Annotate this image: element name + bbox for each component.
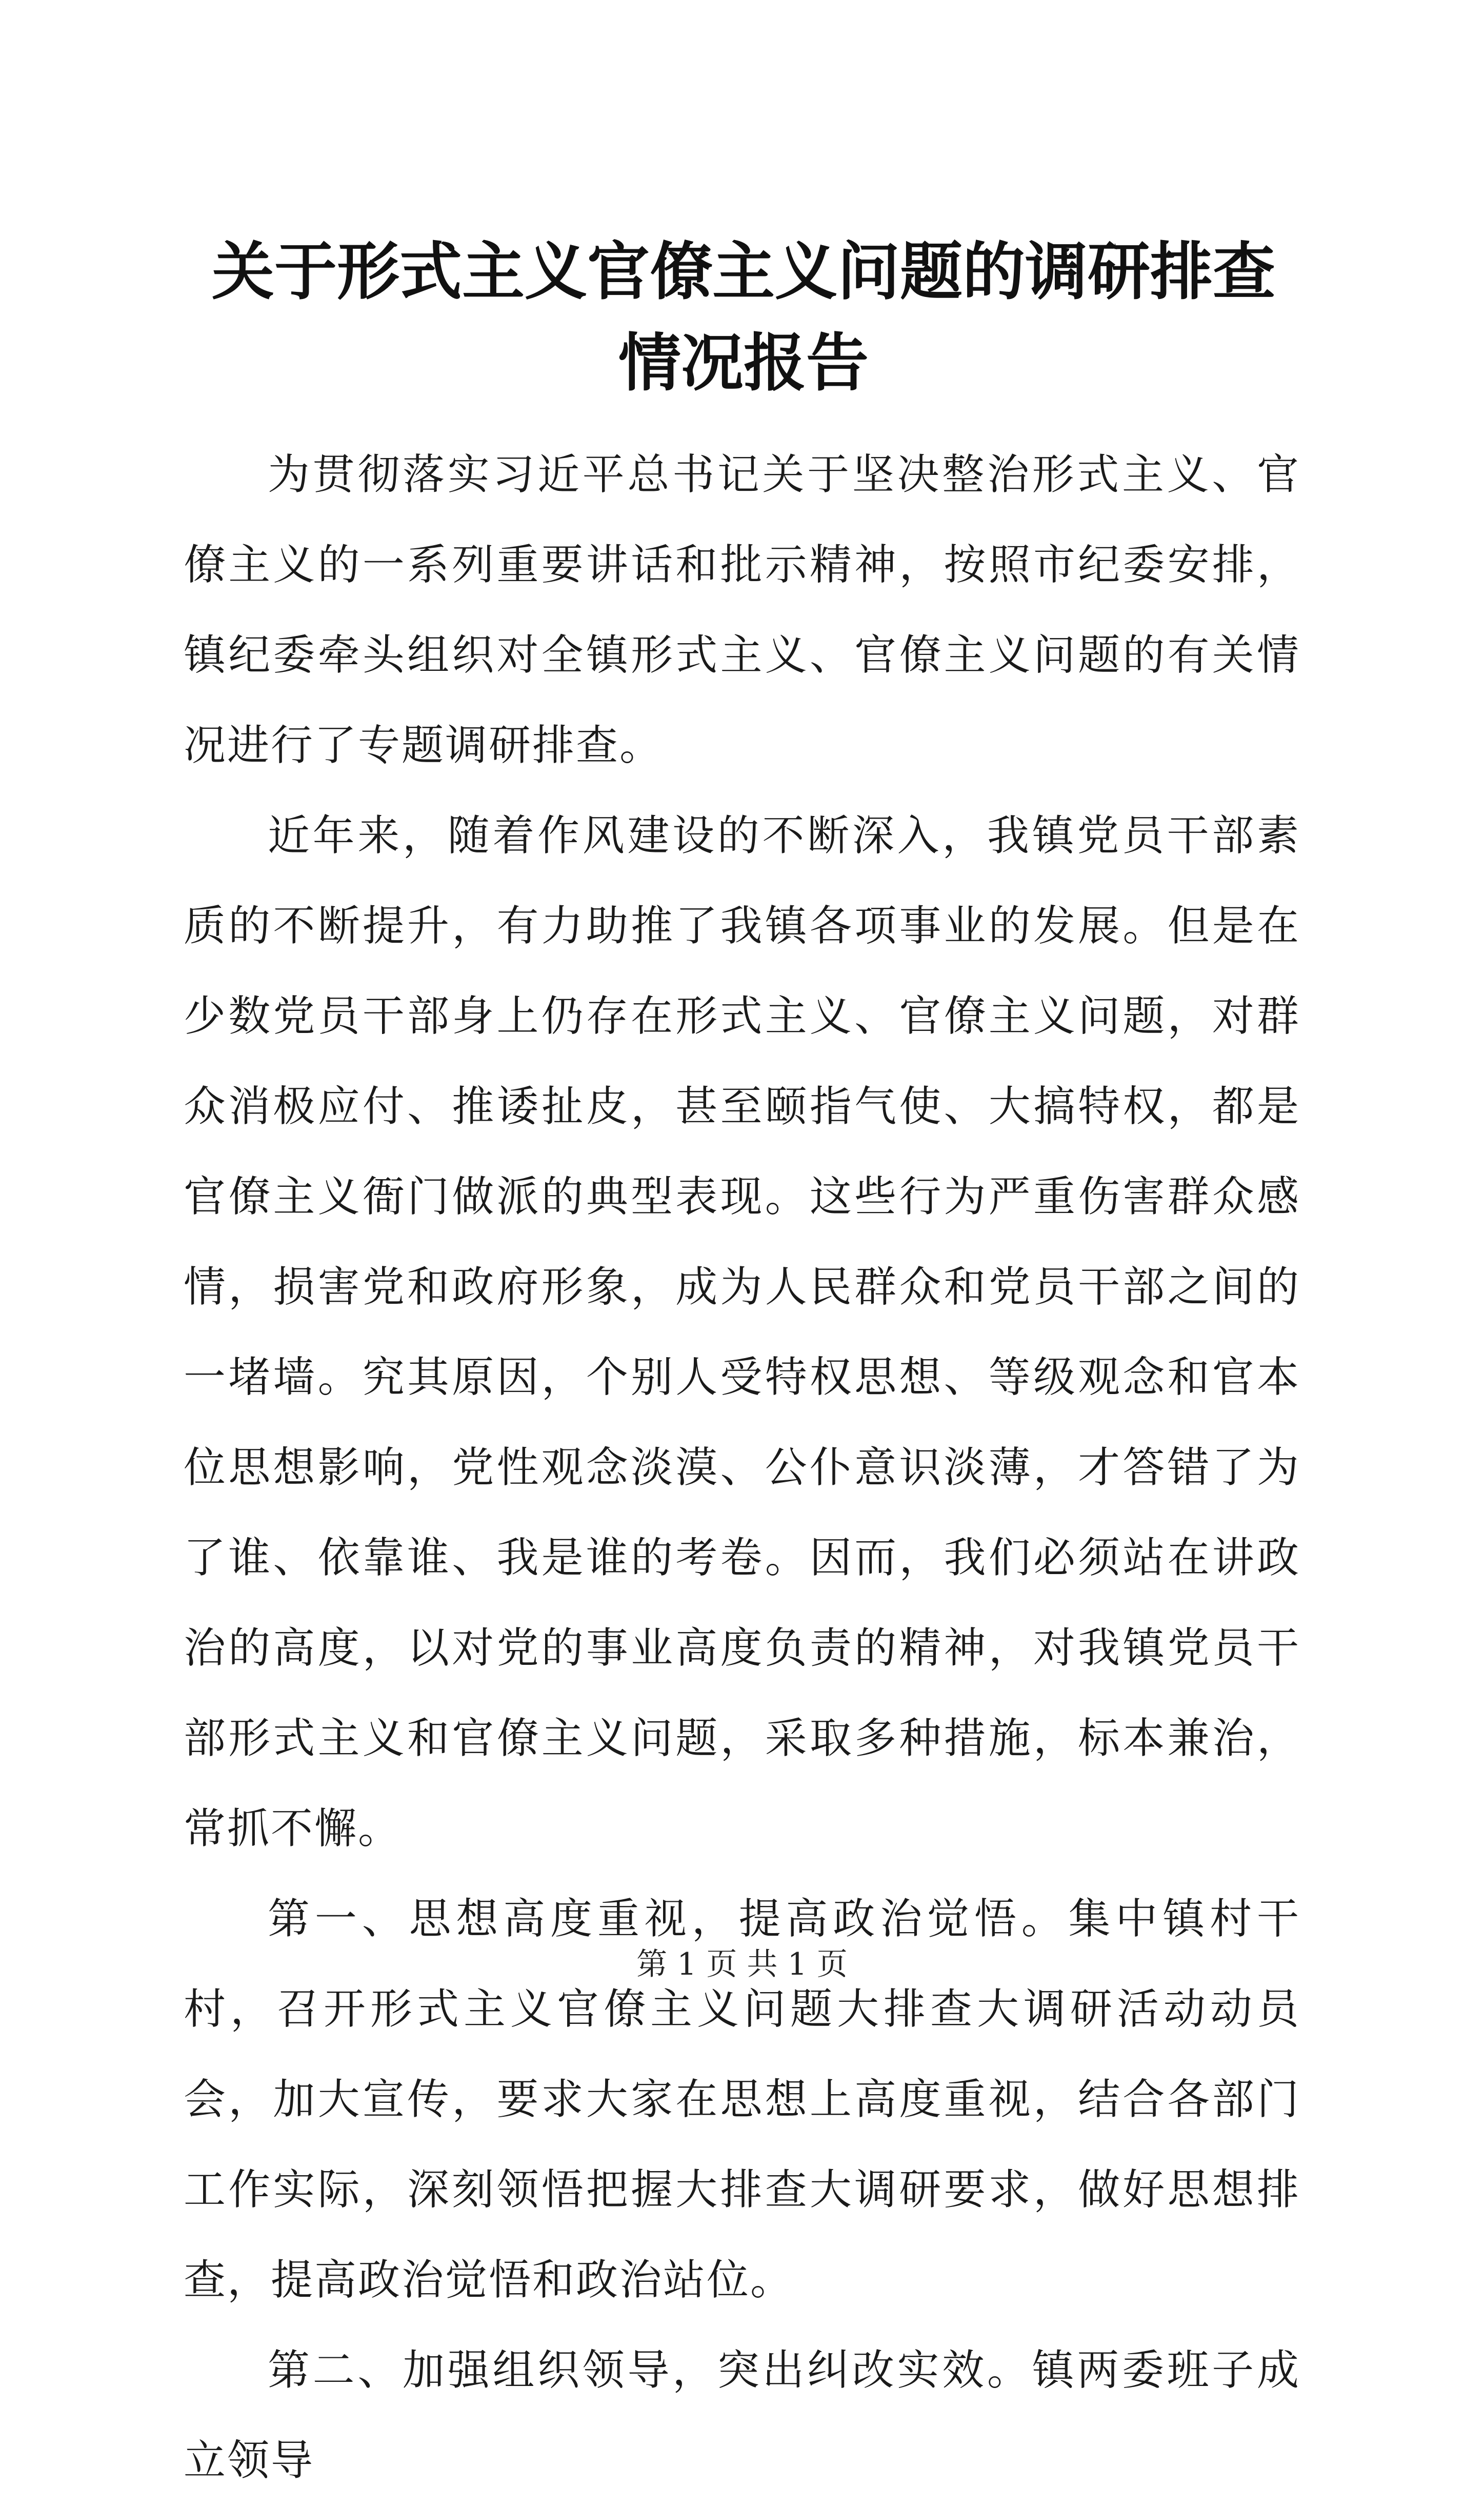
paragraph-intro: 为贯彻落实习近平总书记关于坚决整治形式主义、官僚主义的一系列重要讲话和批示精神，按照市纪委安排，镇纪委牵头组织对全镇形式主义、官僚主义问题的有关情况进行了专题调研排查。 [184, 450, 1300, 770]
page-footer: 第 1 页 共 1 页 [636, 1946, 848, 1982]
document-body [184, 430, 1300, 2506]
paragraph-measure-two: 第二、加强组织领导，突出纠改实效。镇两委班子成立领导 [184, 2346, 1300, 2485]
paragraph-measure-one: 第一、思想高度重视，提高政治觉悟。集中镇村干村，召开形式主义官僚主义问题大排查大调研活动动员会，加大宣传，要求大家在思想上高度重视，结合各部门工作实际，深刻领悟把握大排查大调研要求，做好思想排查，提高政治觉悟和政治站位。 [184, 1895, 1300, 2304]
document-title: 关于形式主义官僚主义问题的调研排查情况报告 [212, 234, 1275, 400]
paragraph-background: 近年来，随着作风建设的不断深入，我镇党员干部素质的不断提升，有力助推了我镇各项事业的发展。但是在少数党员干部身上仍存在形式主义、官僚主义问题，对群众消极应付、推诿扯皮，甚至颐指气使、大搞特权，都是官僚主义衙门做派的典型表现。这些行为严重伤害群众感情，损害党和政府形象，成为人民群众和党员干部之间的一堵墙。究其原因，个别人受特权思想、等级观念和官本位思想影响，党性观念淡漠、公仆意识淡薄，才答错了为了谁、依靠谁、我是谁的考卷。因而，我们必须站在讲政治的高度，以对党的事业高度负责的精神，对我镇党员干部形式主义和官僚主义问题，采取多种措施，标本兼治，常抓不懈。 [184, 811, 1300, 1853]
